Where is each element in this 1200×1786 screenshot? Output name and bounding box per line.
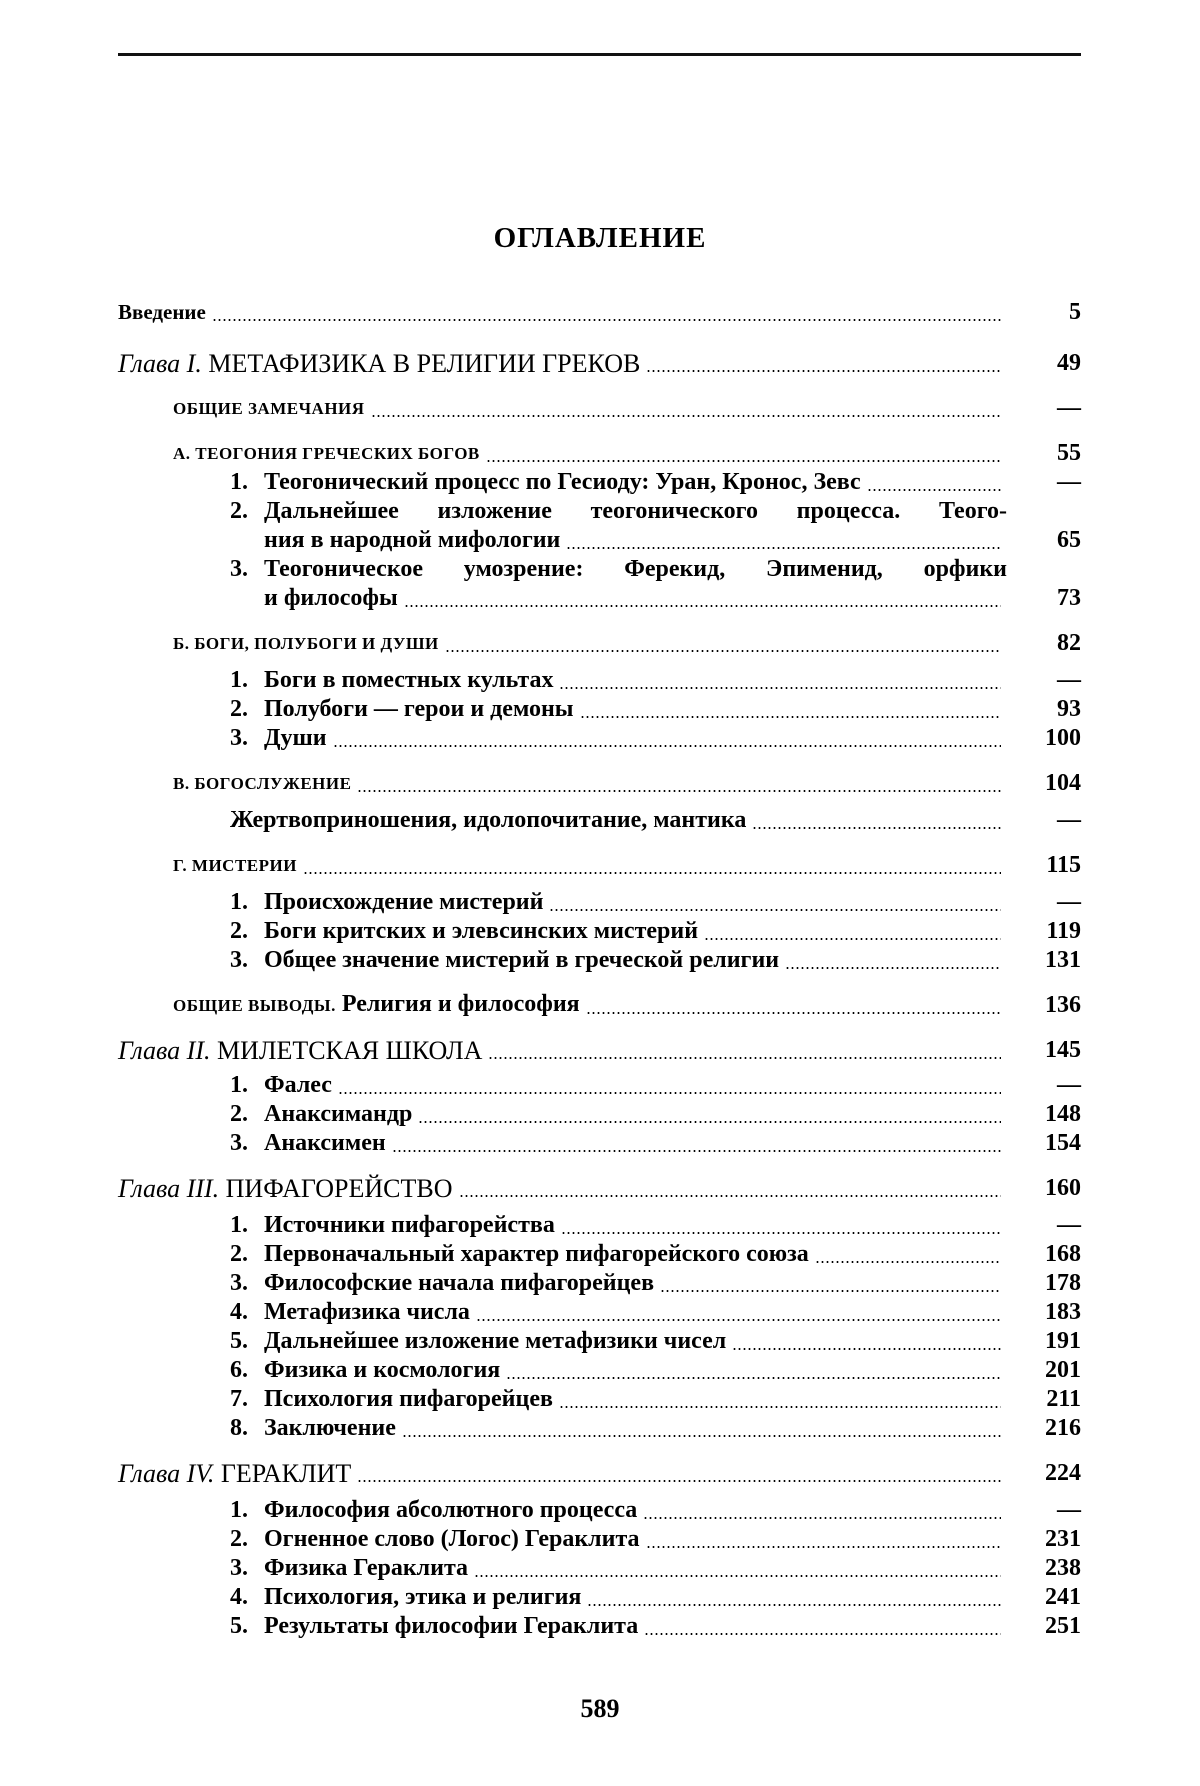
page-number: 5: [1069, 299, 1081, 325]
page-number: 119: [1046, 918, 1081, 944]
toc-item-text: Фалес: [264, 1072, 332, 1098]
page-number: 191: [1045, 1328, 1081, 1354]
toc-section-c[interactable]: [118, 769, 1081, 798]
dot-leader: [357, 790, 1001, 792]
toc-item-text: Происхождение мистерий: [264, 889, 544, 915]
toc-entry-intro[interactable]: [118, 298, 1081, 327]
page-number: 201: [1045, 1357, 1081, 1383]
toc-entry-label: Введение: [118, 300, 206, 324]
page-number: 178: [1045, 1270, 1081, 1296]
section-label: ОБЩИЕ ЗАМЕЧАНИЯ: [173, 399, 365, 418]
toc-item[interactable]: 1. Философия абсолютного процесса —: [230, 1497, 1081, 1523]
toc-item-text: Анаксимандр: [264, 1101, 413, 1127]
dot-leader: [732, 1348, 1001, 1350]
toc-item[interactable]: 2. Анаксимандр 148: [230, 1101, 1081, 1127]
page-number: 115: [1046, 852, 1081, 878]
section-label: А. ТЕОГОНИЯ ГРЕЧЕСКИХ БОГОВ: [173, 444, 480, 463]
toc-item-text: Анаксимен: [264, 1130, 386, 1156]
toc-item-text: Теогонический процесс по Гесиоду: Уран, Кронос, Зевс: [264, 469, 861, 495]
dot-leader: [660, 1290, 1001, 1292]
toc-item[interactable]: 2. Боги критских и элевсинских мистерий 119: [230, 918, 1081, 944]
dot-leader: [212, 319, 1001, 321]
toc-item-text: Огненное слово (Логос) Гераклита: [264, 1526, 640, 1552]
toc-item-text: Общее значение мистерий в греческой религии: [264, 947, 780, 973]
toc-item-text: Физика Гераклита: [264, 1555, 469, 1581]
dot-leader: [561, 1232, 1001, 1234]
toc-item-text: Дальнейшее изложение метафизики чисел: [264, 1328, 727, 1354]
section-label: В. БОГОСЛУЖЕНИЕ: [173, 774, 352, 793]
dot-leader: [333, 745, 1001, 747]
top-rule: [118, 53, 1081, 56]
dot-leader: [549, 909, 1001, 911]
dot-leader: [587, 1604, 1001, 1606]
page-number: 183: [1045, 1299, 1081, 1325]
page-number: —: [1057, 395, 1081, 421]
toc-item[interactable]: 3. Физика Гераклита 238: [230, 1555, 1081, 1581]
toc-item[interactable]: 6. Физика и космология 201: [230, 1357, 1081, 1383]
toc-item[interactable]: 2. Полубоги — герои и демоны 93: [230, 696, 1081, 722]
page-folio: 589: [580, 1694, 620, 1723]
page-number: 211: [1046, 1386, 1081, 1412]
chapter-prefix: Глава IV.: [118, 1459, 215, 1488]
section-label: ОБЩИЕ ВЫВОДЫ.: [173, 996, 336, 1015]
page-number: 73: [1057, 585, 1081, 611]
toc-item-text: Философские начала пифагорейцев: [264, 1270, 655, 1296]
page-number: 131: [1045, 947, 1081, 973]
toc-item-text-cont: и философы: [264, 585, 398, 611]
toc-item[interactable]: 1. Происхождение мистерий —: [230, 889, 1081, 915]
page-number: 160: [1045, 1175, 1081, 1201]
page-number: 216: [1045, 1415, 1081, 1441]
chapter-title: ПИФАГОРЕЙСТВО: [225, 1174, 453, 1203]
toc-item-text: Жертвоприношения, идолопочитание, мантика: [230, 807, 747, 833]
dot-leader: [486, 460, 1001, 462]
toc-item-text: Психология пифагорейцев: [264, 1386, 553, 1412]
page-number: —: [1057, 807, 1081, 833]
toc-item-text-cont: ния в народной мифологии: [264, 527, 561, 553]
page-number: —: [1057, 667, 1081, 693]
dot-leader: [559, 687, 1001, 689]
dot-leader: [867, 489, 1001, 491]
toc-item-text: Боги в поместных культах: [264, 667, 554, 693]
toc-item-text: Заключение: [264, 1415, 396, 1441]
toc-item[interactable]: 2. Первоначальный характер пифагорейского союза 168: [230, 1241, 1081, 1267]
toc-item[interactable]: 3. Теогоническое умозрение: Ферекид, Эпименид, орфики и философы 73: [230, 556, 1081, 611]
toc-item-text: Результаты философии Гераклита: [264, 1613, 639, 1639]
toc-item-text: Источники пифагорейства: [264, 1212, 555, 1238]
toc-item[interactable]: 4. Метафизика числа 183: [230, 1299, 1081, 1325]
dot-leader: [338, 1092, 1001, 1094]
dot-leader: [402, 1435, 1001, 1437]
chapter-prefix: Глава I.: [118, 349, 202, 378]
page-number: 148: [1045, 1101, 1081, 1127]
page-number: —: [1057, 1212, 1081, 1238]
page-number: 231: [1045, 1526, 1081, 1552]
page-title: ОГЛАВЛЕНИЕ: [493, 222, 707, 254]
dot-leader: [646, 370, 1001, 372]
page-number: 241: [1045, 1584, 1081, 1610]
toc-item-text: Дальнейшее изложение теогонического процесса. Теого-: [264, 498, 1007, 524]
toc-item[interactable]: 3. Анаксимен 154: [230, 1130, 1081, 1156]
toc-item[interactable]: 8. Заключение 216: [230, 1415, 1081, 1441]
chapter-prefix: Глава III.: [118, 1174, 220, 1203]
chapter-prefix: Глава II.: [118, 1036, 211, 1065]
dot-leader: [371, 415, 1001, 417]
toc-item[interactable]: [118, 806, 1081, 835]
table-of-contents: [118, 298, 1081, 1641]
page-number: —: [1057, 1072, 1081, 1098]
page-number: 145: [1045, 1037, 1081, 1063]
toc-item-text: Психология, этика и религия: [264, 1584, 582, 1610]
page-number: 136: [1045, 992, 1081, 1018]
toc-item[interactable]: 3. Души 100: [230, 725, 1081, 751]
dot-leader: [815, 1261, 1001, 1263]
page-number: 154: [1045, 1130, 1081, 1156]
toc-chapter-3[interactable]: [118, 1174, 1081, 1203]
dot-leader: [559, 1406, 1001, 1408]
toc-section-a[interactable]: [118, 439, 1081, 468]
toc-item[interactable]: 3. Общее значение мистерий в греческой религии 131: [230, 947, 1081, 973]
chapter-title: МЕТАФИЗИКА В РЕЛИГИИ ГРЕКОВ: [208, 349, 641, 378]
toc-item-text: Полубоги — герои и демоны: [264, 696, 574, 722]
dot-leader: [644, 1633, 1001, 1635]
toc-chapter-1[interactable]: [118, 349, 1081, 378]
toc-item-text: Физика и космология: [264, 1357, 501, 1383]
toc-item-text: Теогоническое умозрение: Ферекид, Эпименид, орфики: [264, 556, 1007, 582]
page-number: —: [1057, 469, 1081, 495]
toc-item-text: Первоначальный характер пифагорейского союза: [264, 1241, 809, 1267]
page-number: 224: [1045, 1460, 1081, 1486]
toc-item[interactable]: 2. Дальнейшее изложение теогонического процесса. Теого- ния в народной мифологии 65: [230, 498, 1081, 553]
page-number: 104: [1045, 770, 1081, 796]
toc-item[interactable]: 3. Философские начала пифагорейцев 178: [230, 1270, 1081, 1296]
dot-leader: [445, 650, 1001, 652]
chapter-title: МИЛЕТСКАЯ ШКОЛА: [217, 1036, 483, 1065]
dot-leader: [392, 1150, 1001, 1152]
dot-leader: [752, 827, 1001, 829]
toc-section-b[interactable]: [118, 629, 1081, 658]
dot-leader: [506, 1377, 1001, 1379]
dot-leader: [476, 1319, 1001, 1321]
page-number: 93: [1057, 696, 1081, 722]
page-number: 251: [1045, 1613, 1081, 1639]
toc-item[interactable]: 5. Дальнейшее изложение метафизики чисел 191: [230, 1328, 1081, 1354]
toc-item[interactable]: 1. Фалес —: [230, 1072, 1081, 1098]
page-number: 168: [1045, 1241, 1081, 1267]
dot-leader: [646, 1546, 1001, 1548]
section-label: Б. БОГИ, ПОЛУБОГИ И ДУШИ: [173, 634, 439, 653]
dot-leader: [643, 1517, 1001, 1519]
dot-leader: [488, 1057, 1001, 1059]
dot-leader: [586, 1012, 1001, 1014]
toc-item[interactable]: 4. Психология, этика и религия 241: [230, 1584, 1081, 1610]
toc-item[interactable]: 1. Боги в поместных культах —: [230, 667, 1081, 693]
toc-chapter-2[interactable]: [118, 1036, 1081, 1065]
toc-item-text: Религия и философия: [341, 991, 580, 1017]
dot-leader: [580, 716, 1001, 718]
dot-leader: [704, 938, 1001, 940]
toc-chapter-4[interactable]: [118, 1459, 1081, 1488]
toc-item[interactable]: 1. Источники пифагорейства —: [230, 1212, 1081, 1238]
toc-section-conclusions[interactable]: [118, 991, 1081, 1020]
dot-leader: [474, 1575, 1001, 1577]
toc-item[interactable]: 2. Огненное слово (Логос) Гераклита 231: [230, 1526, 1081, 1552]
page-number: —: [1057, 889, 1081, 915]
chapter-title: ГЕРАКЛИТ: [220, 1459, 352, 1488]
dot-leader: [404, 605, 1001, 607]
page-number: 55: [1057, 440, 1081, 466]
dot-leader: [566, 547, 1001, 549]
dot-leader: [785, 967, 1001, 969]
dot-leader: [418, 1121, 1001, 1123]
page-number: 82: [1057, 630, 1081, 656]
page-number: 238: [1045, 1555, 1081, 1581]
toc-item-text: Философия абсолютного процесса: [264, 1497, 638, 1523]
page-number: 100: [1045, 725, 1081, 751]
toc-item-text: Боги критских и элевсинских мистерий: [264, 918, 699, 944]
page-number: —: [1057, 1497, 1081, 1523]
section-label: Г. МИСТЕРИИ: [173, 856, 297, 875]
dot-leader: [357, 1480, 1001, 1482]
toc-section-d[interactable]: [118, 851, 1081, 880]
dot-leader: [459, 1195, 1001, 1197]
toc-item-text: Души: [264, 725, 327, 751]
toc-item-text: Метафизика числа: [264, 1299, 470, 1325]
toc-section-general[interactable]: [118, 394, 1081, 423]
dot-leader: [303, 872, 1001, 874]
page-number: 49: [1057, 350, 1081, 376]
toc-item[interactable]: 7. Психология пифагорейцев 211: [230, 1386, 1081, 1412]
toc-item[interactable]: 1. Теогонический процесс по Гесиоду: Уран, Кронос, Зевс —: [230, 469, 1081, 495]
toc-item[interactable]: 5. Результаты философии Гераклита 251: [230, 1613, 1081, 1639]
page-number: 65: [1057, 527, 1081, 553]
